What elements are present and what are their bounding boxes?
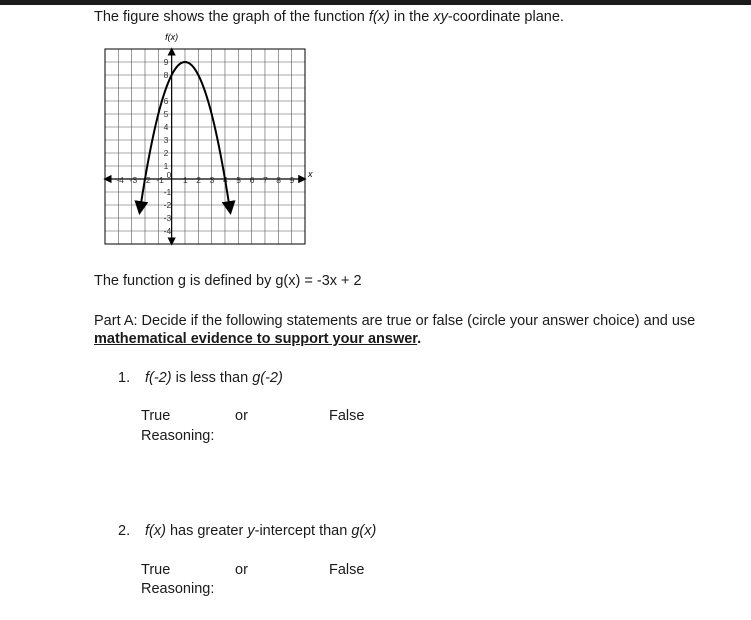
y-tick-label: 8 xyxy=(163,70,169,80)
x-tick-label: -3 xyxy=(129,175,138,185)
x-tick-label: -4 xyxy=(116,175,124,185)
y-axis-label: f(x) xyxy=(165,32,179,42)
x-axis-label: x xyxy=(307,169,313,179)
q2-or-text: or xyxy=(235,562,248,578)
intro-text: The figure shows the graph of the function f(x) in the xy-coordinate plane. xyxy=(94,9,564,25)
x-tick-label: 7 xyxy=(262,175,268,185)
x-tick-label: 1 xyxy=(182,175,188,185)
y-tick-label: -2 xyxy=(163,200,172,210)
x-tick-label: 4 xyxy=(222,175,228,185)
q2-true-choice[interactable]: True xyxy=(141,562,171,578)
y-tick-label: 5 xyxy=(163,109,169,119)
x-tick-label: 8 xyxy=(276,175,282,185)
question-2-statement: f(x) has greater y-intercept than g(x) xyxy=(145,523,377,539)
graph-border xyxy=(105,49,305,244)
g-definition: The function g is defined by g(x) = -3x + 2 xyxy=(94,273,362,289)
y-tick-label: 6 xyxy=(163,96,169,106)
y-tick-label: 9 xyxy=(163,57,169,67)
x-tick-label: 2 xyxy=(196,175,202,185)
y-tick-label: -4 xyxy=(163,226,172,236)
question-1-statement: f(-2) is less than g(-2) xyxy=(145,370,283,386)
y-tick-label: 1 xyxy=(163,161,169,171)
x-tick-label: -1 xyxy=(156,175,164,185)
graph-grid xyxy=(105,49,305,244)
q2-false-choice[interactable]: False xyxy=(329,562,365,578)
x-tick-label: -2 xyxy=(142,175,151,185)
question-1-number: 1. xyxy=(118,370,131,386)
y-tick-label: -1 xyxy=(163,187,172,197)
part-a-instructions: Part A: Decide if the following statements are true or false (circle your answer choice) and use xyxy=(94,313,696,329)
y-tick-label: 4 xyxy=(163,122,169,132)
q1-reasoning-label: Reasoning: xyxy=(141,428,215,444)
question-2-number: 2. xyxy=(118,523,131,539)
q1-true-choice[interactable]: True xyxy=(141,408,171,424)
x-tick-label: 3 xyxy=(209,175,215,185)
function-graph xyxy=(100,28,313,250)
x-tick-label: 5 xyxy=(236,175,242,185)
part-a-instructions-2: mathematical evidence to support your answer. xyxy=(94,331,422,347)
x-tick-label: 0 xyxy=(166,170,172,180)
y-tick-label: 2 xyxy=(163,148,169,158)
y-tick-label: 3 xyxy=(163,135,169,145)
x-tick-label: 6 xyxy=(249,175,255,185)
q1-false-choice[interactable]: False xyxy=(329,408,365,424)
q2-reasoning-label: Reasoning: xyxy=(141,581,215,597)
x-tick-label: 9 xyxy=(289,175,295,185)
top-border xyxy=(0,0,751,5)
q1-or-text: or xyxy=(235,408,248,424)
y-tick-label: -3 xyxy=(163,213,172,223)
